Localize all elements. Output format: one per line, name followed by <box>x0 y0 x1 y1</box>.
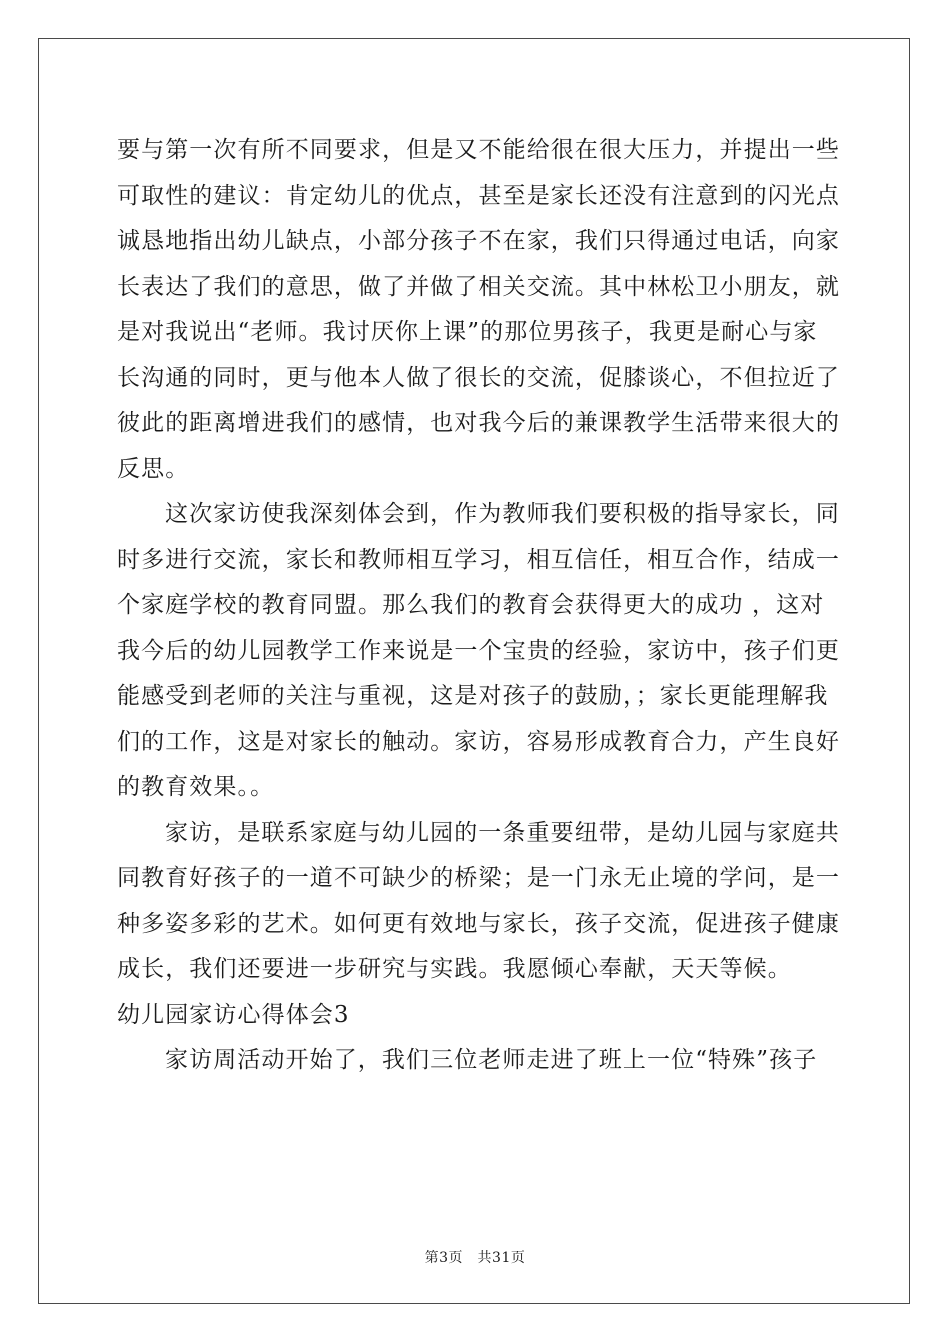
text-line: 是对我说出“老师。我讨厌你上课”的那位男孩子，我更是耐心与家 <box>117 319 818 345</box>
text-line: 长表达了我们的意思，做了并做了相关交流。其中林松卫小朋友，就 <box>117 273 840 300</box>
text-line: 这次家访使我深刻体会到，作为教师我们要积极的指导家长，同 <box>165 501 840 527</box>
text-line: 时多进行交流，家长和教师相互学习，相互信任，相互合作，结成一 <box>117 546 840 573</box>
text-line: 幼儿园家访心得体会3 <box>117 1001 350 1028</box>
text-line: 家访，是联系家庭与幼儿园的一条重要纽带，是幼儿园与家庭共 <box>165 819 840 846</box>
page-footer: 第3页 共31页 <box>424 1250 526 1266</box>
text-line: 们的工作，这是对家长的触动。家访，容易形成教育合力，产生良好 <box>117 728 840 755</box>
text-line: 个家庭学校的教育同盟。那么我们的教育会获得更大的成功 ，这对 <box>117 592 825 618</box>
text-line: 长沟通的同时，更与他本人做了很长的交流，促膝谈心，不但拉近了 <box>117 364 840 391</box>
text-line: 的教育效果。。 <box>117 774 275 800</box>
text-line: 能感受到老师的关注与重视，这是对孩子的鼓励，；家长更能理解我 <box>117 683 829 709</box>
text-line: 可取性的建议：肯定幼儿的优点，甚至是家长还没有注意到的闪光点 <box>117 182 840 209</box>
text-line: 诚恳地指出幼儿缺点，小部分孩子不在家，我们只得通过电话，向家 <box>117 228 840 254</box>
document-body <box>117 128 840 1084</box>
text-line: 种多姿多彩的艺术。如何更有效地与家长，孩子交流，促进孩子健康 <box>117 910 840 937</box>
text-line: 成长，我们还要进一步研究与实践。我愿倾心奉献，天天等候。 <box>117 956 792 982</box>
text-line: 反思。 <box>117 455 190 482</box>
text-line: 同教育好孩子的一道不可缺少的桥梁；是一门永无止境的学问，是一 <box>117 865 840 891</box>
text-line: 要与第一次有所不同要求，但是又不能给很在很大压力，并提出一些 <box>117 137 840 163</box>
text-line: 我今后的幼儿园教学工作来说是一个宝贵的经验，家访中，孩子们更 <box>117 637 840 664</box>
text-line: 彼此的距离增进我们的感情，也对我今后的兼课教学生活带来很大的 <box>117 410 840 436</box>
text-line: 家访周活动开始了，我们三位老师走进了班上一位“特殊”孩子 <box>165 1047 818 1073</box>
